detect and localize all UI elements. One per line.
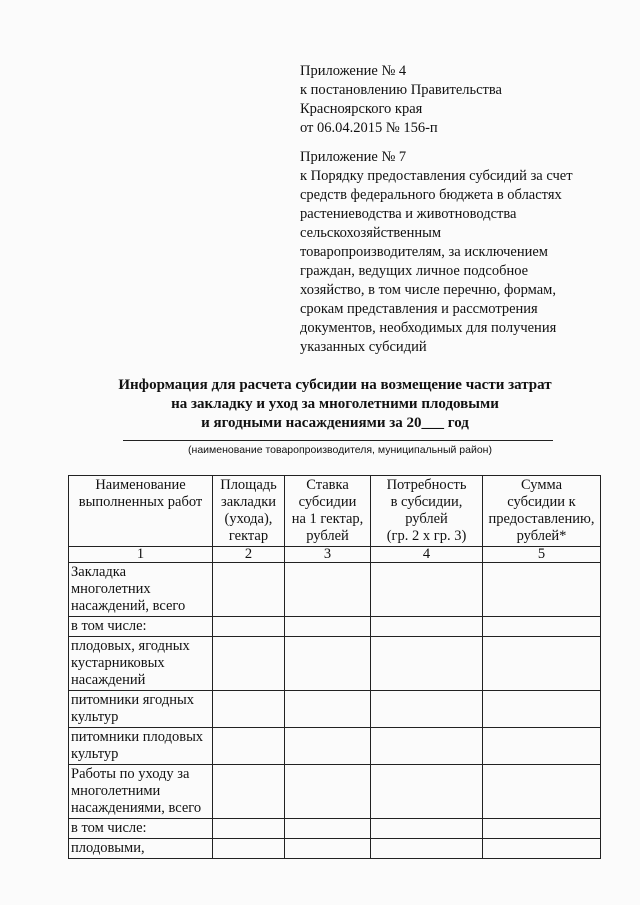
empty-cell bbox=[213, 563, 285, 617]
empty-cell bbox=[285, 819, 371, 839]
column-header-line: гектар bbox=[228, 528, 269, 544]
column-header-line: рублей bbox=[405, 511, 448, 527]
work-type-line: питомники плодовых bbox=[71, 729, 204, 745]
empty-cell bbox=[371, 637, 483, 691]
column-header-line: рублей bbox=[306, 528, 349, 544]
appendix-7-line: сельскохозяйственным bbox=[300, 225, 442, 241]
work-type-line: культур bbox=[71, 746, 119, 762]
producer-name-caption: (наименование товаропроизводителя, муниципальный район) bbox=[188, 444, 492, 456]
column-header-line: Ставка bbox=[306, 477, 349, 493]
appendix-7-line: указанных субсидий bbox=[300, 339, 427, 355]
empty-cell bbox=[285, 637, 371, 691]
table-row bbox=[69, 819, 601, 839]
appendix-4-header bbox=[300, 62, 620, 138]
empty-cell bbox=[285, 728, 371, 765]
table-row bbox=[69, 691, 601, 728]
empty-cell bbox=[213, 839, 285, 859]
column-header-line: субсидии bbox=[298, 494, 357, 510]
work-type-cell bbox=[69, 839, 213, 859]
work-type-line: Работы по уходу за bbox=[71, 766, 190, 782]
appendix-7-line: средств федерального бюджета в областях bbox=[300, 187, 562, 203]
column-number: 3 bbox=[285, 547, 371, 563]
column-header bbox=[371, 476, 483, 547]
empty-cell bbox=[371, 563, 483, 617]
empty-cell bbox=[371, 819, 483, 839]
table-row bbox=[69, 563, 601, 617]
work-type-line: плодовых, ягодных bbox=[71, 638, 190, 654]
work-type-line: многолетних bbox=[71, 581, 151, 597]
column-header-line: рублей* bbox=[516, 528, 567, 544]
table-row bbox=[69, 765, 601, 819]
appendix-7-line: растениеводства и животноводства bbox=[300, 206, 517, 222]
column-header-line: на 1 гектар, bbox=[291, 511, 364, 527]
column-header bbox=[483, 476, 601, 547]
work-type-line: многолетними bbox=[71, 783, 161, 799]
column-number: 1 bbox=[69, 547, 213, 563]
appendix-7-header bbox=[300, 148, 610, 357]
empty-cell bbox=[483, 728, 601, 765]
empty-cell bbox=[285, 691, 371, 728]
appendix-7-line: товаропроизводителям, за исключением bbox=[300, 244, 548, 260]
work-type-cell bbox=[69, 819, 213, 839]
column-header-line: (ухода), bbox=[224, 511, 273, 527]
column-number: 5 bbox=[483, 547, 601, 563]
appendix-4-line: Красноярского края bbox=[300, 101, 423, 117]
appendix-7-line: документов, необходимых для получения bbox=[300, 320, 557, 336]
document-title bbox=[70, 376, 600, 433]
empty-cell bbox=[483, 765, 601, 819]
title-line: на закладку и уход за многолетними плодовыми bbox=[171, 396, 499, 412]
producer-name-line bbox=[123, 440, 553, 441]
work-type-cell bbox=[69, 617, 213, 637]
appendix-7-line: к Порядку предоставления субсидий за счет bbox=[300, 168, 573, 184]
appendix-4-line: Приложение № 4 bbox=[300, 63, 407, 79]
appendix-4-line: к постановлению Правительства bbox=[300, 82, 502, 98]
empty-cell bbox=[371, 617, 483, 637]
empty-cell bbox=[285, 765, 371, 819]
column-header bbox=[213, 476, 285, 547]
column-number: 2 bbox=[213, 547, 285, 563]
column-header-line: Сумма bbox=[520, 477, 563, 493]
appendix-7-line: граждан, ведущих личное подсобное bbox=[300, 263, 529, 279]
table-row bbox=[69, 617, 601, 637]
table-header-row bbox=[69, 476, 601, 547]
work-type-line: в том числе: bbox=[71, 820, 147, 836]
column-header-line: закладки bbox=[220, 494, 277, 510]
column-header-line: Наименование bbox=[95, 477, 186, 493]
empty-cell bbox=[483, 563, 601, 617]
empty-cell bbox=[285, 563, 371, 617]
empty-cell bbox=[213, 637, 285, 691]
appendix-7-line: срокам представления и рассмотрения bbox=[300, 301, 538, 317]
column-header-line: в субсидии, bbox=[390, 494, 463, 510]
work-type-cell bbox=[69, 691, 213, 728]
column-number-row bbox=[69, 547, 601, 563]
empty-cell bbox=[213, 819, 285, 839]
column-header-line: субсидии к bbox=[507, 494, 576, 510]
work-type-line: насаждений, всего bbox=[71, 598, 186, 614]
empty-cell bbox=[213, 728, 285, 765]
column-header bbox=[69, 476, 213, 547]
table-row bbox=[69, 839, 601, 859]
work-type-line: насаждений bbox=[71, 672, 146, 688]
subsidy-table bbox=[68, 475, 601, 859]
work-type-line: насаждениями, всего bbox=[71, 800, 202, 816]
work-type-line: плодовыми, bbox=[71, 840, 145, 856]
column-header-line: (гр. 2 х гр. 3) bbox=[386, 528, 467, 544]
empty-cell bbox=[483, 617, 601, 637]
column-header-line: Потребность bbox=[386, 477, 467, 493]
empty-cell bbox=[483, 691, 601, 728]
work-type-cell bbox=[69, 563, 213, 617]
title-line: и ягодными насаждениями за 20___ год bbox=[201, 415, 469, 431]
work-type-cell bbox=[69, 765, 213, 819]
column-header-line: предоставлению, bbox=[488, 511, 595, 527]
empty-cell bbox=[285, 617, 371, 637]
work-type-cell bbox=[69, 728, 213, 765]
work-type-cell bbox=[69, 637, 213, 691]
appendix-7-line: Приложение № 7 bbox=[300, 149, 407, 165]
empty-cell bbox=[213, 691, 285, 728]
work-type-line: культур bbox=[71, 709, 119, 725]
empty-cell bbox=[483, 637, 601, 691]
title-line: Информация для расчета субсидии на возмещение части затрат bbox=[118, 377, 552, 393]
empty-cell bbox=[371, 765, 483, 819]
column-header bbox=[285, 476, 371, 547]
appendix-7-line: хозяйство, в том числе перечню, формам, bbox=[300, 282, 556, 298]
empty-cell bbox=[371, 839, 483, 859]
empty-cell bbox=[483, 819, 601, 839]
work-type-line: Закладка bbox=[71, 564, 127, 580]
empty-cell bbox=[371, 728, 483, 765]
empty-cell bbox=[213, 617, 285, 637]
empty-cell bbox=[483, 839, 601, 859]
empty-cell bbox=[285, 839, 371, 859]
work-type-line: в том числе: bbox=[71, 618, 147, 634]
appendix-4-line: от 06.04.2015 № 156-п bbox=[300, 120, 438, 136]
work-type-line: питомники ягодных bbox=[71, 692, 194, 708]
column-header-line: Площадь bbox=[220, 477, 277, 493]
empty-cell bbox=[213, 765, 285, 819]
column-header-line: выполненных работ bbox=[78, 494, 203, 510]
work-type-line: кустарниковых bbox=[71, 655, 165, 671]
table-row bbox=[69, 728, 601, 765]
table-row bbox=[69, 637, 601, 691]
column-number: 4 bbox=[371, 547, 483, 563]
empty-cell bbox=[371, 691, 483, 728]
